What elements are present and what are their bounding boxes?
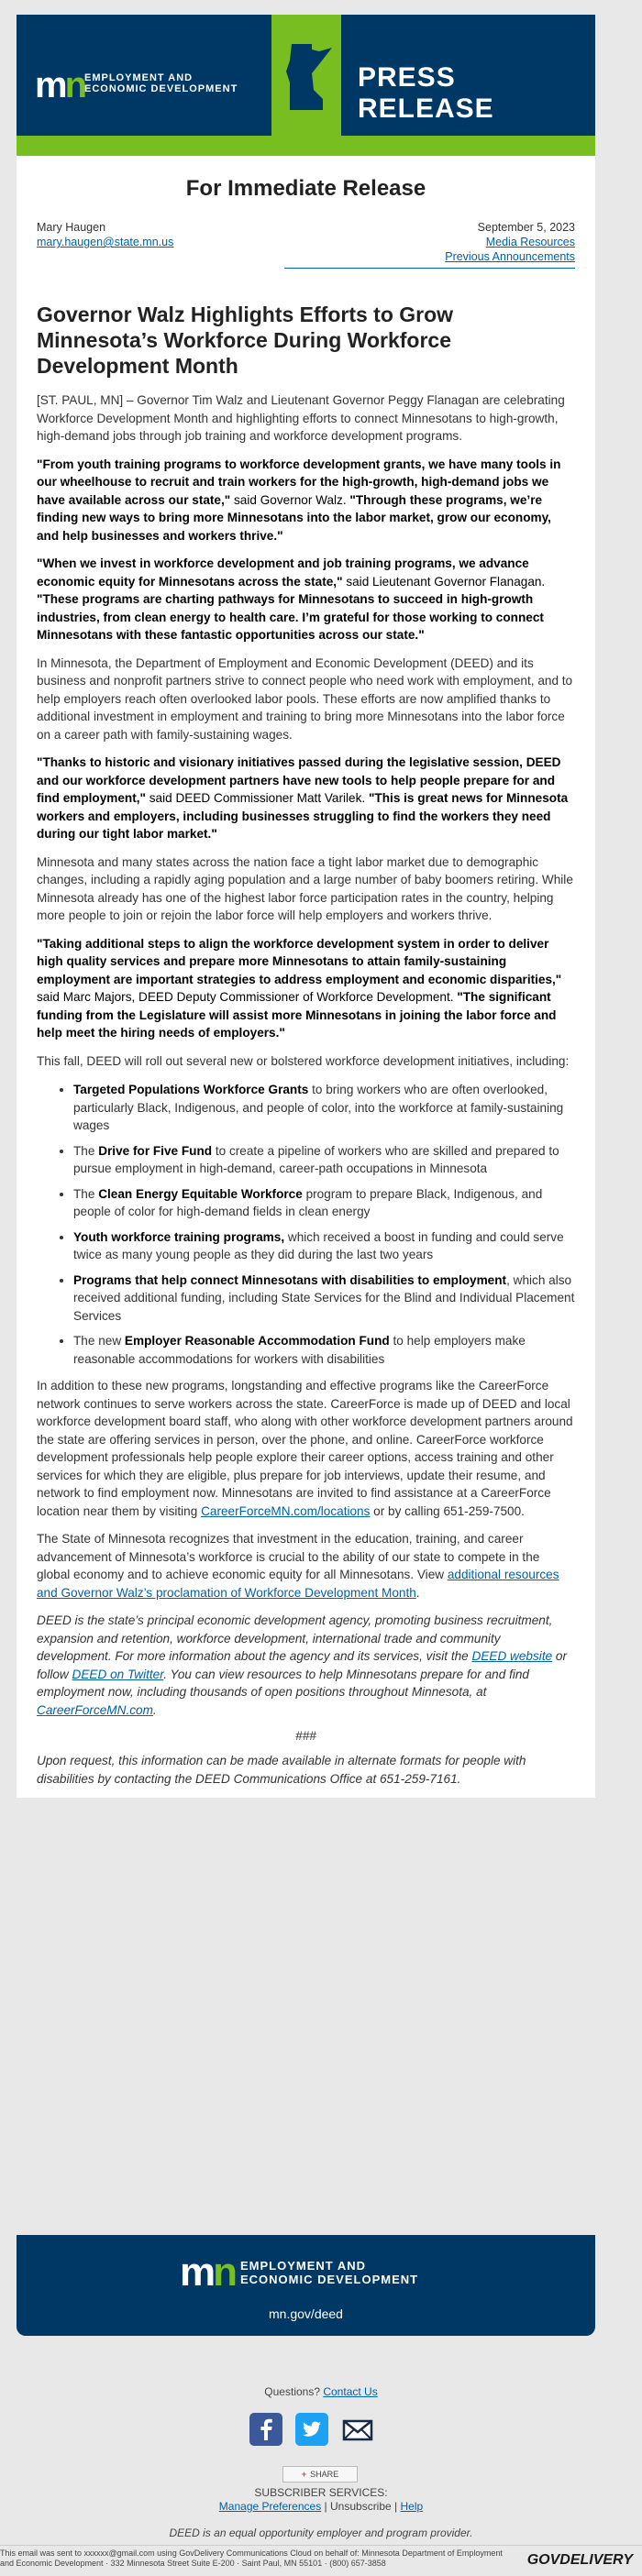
- questions-line: Questions? Contact Us: [264, 2385, 378, 2398]
- unsubscribe-link[interactable]: Unsubscribe: [330, 2500, 392, 2513]
- list-item: • Targeted Populations Workforce Grants to bring workers who are often overlooked, particularly Black, Indigenous, and people of color, into the workforce at family-sustaining wages: [73, 1081, 575, 1135]
- release-content: [17, 176, 595, 1788]
- mn-logo-mark: mn: [180, 2250, 236, 2295]
- share-button[interactable]: + SHARE: [282, 2466, 358, 2482]
- govdelivery-logo[interactable]: GOVDELIVERY: [526, 2552, 633, 2568]
- facebook-icon[interactable]: [249, 2413, 282, 2446]
- list-item: • The new Employer Reasonable Accommodation Fund to help employers make reasonable accommodations for workers with disabilities: [73, 1332, 575, 1368]
- footer-logo-text: EMPLOYMENT AND ECONOMIC DEVELOPMENT: [240, 2259, 419, 2286]
- media-resources-link[interactable]: Media Resources: [485, 236, 575, 248]
- labor-market-paragraph: Minnesota and many states across the nation face a tight labor market due to demographic changes, including a rapidly aging population and a large number of baby boomers retiring. While Minnesota already has one of the highest labor force participation rates in the country, helping more people to join or rejoin the labor force will help employers and workers thrive.: [37, 854, 573, 922]
- contact-left: [37, 220, 173, 264]
- footer-banner: [17, 2235, 595, 2336]
- flanagan-quote: "When we invest in workforce development and job training programs, we advance economic equity for Minnesotans across the state," said Lieutenant Governor Flanagan. "These programs are charting pathways for Minnesotans to succeed in high-growth industries, from clean energy to health care. I’m grateful for those working to connect Minnesotans with these fantastic opportunities across our state.": [37, 556, 546, 642]
- header-banner: [17, 15, 595, 136]
- immediate-release-heading: For Immediate Release: [185, 176, 426, 201]
- help-link[interactable]: Help: [400, 2500, 424, 2513]
- end-marker: ###: [295, 1729, 316, 1743]
- previous-announcements-link[interactable]: Previous Announcements: [445, 250, 575, 263]
- twitter-icon[interactable]: [295, 2413, 328, 2446]
- list-item: • The Clean Energy Equitable Workforce program to prepare Black, Indigenous, and people of color for high-demand fields in clean energy: [73, 1185, 575, 1221]
- majors-quote: "Taking additional steps to align the workforce development system in order to deliver high quality services and prepare more Minnesotans to attain family-sustaining employment are important strategies to address employment and economic disparities," said Marc Majors, DEED Deputy Commissioner of Workforce Development. "The significant funding from the Legislature will assist more Minnesotans in joining the labor force and help meet the hiring needs of employers.": [37, 936, 562, 1040]
- headline: Governor Walz Highlights Efforts to Grow Minnesota’s Workforce During Workforce Development Month: [37, 303, 454, 378]
- walz-quote: "From youth training programs to workforce development grants, we have many tools in our wheelhouse to recruit and train workers for the high-growth, high-demand jobs we have available across our state," said Governor Walz. "Through these programs, we’re finding new ways to bring more Minnesotans into the labor market, grow our economy, and help businesses and workers thrive.": [37, 457, 561, 543]
- varilek-quote: "Thanks to historic and visionary initiatives passed during the legislative session, DEED and our workforce development partners have new tools to help people prepare for and find employment," said DEED Commissioner Matt Varilek. "This is great news for Minnesota workers and employers, including businesses struggling to find the workers they need during our tight labor market.": [37, 755, 569, 841]
- divider: [284, 268, 575, 269]
- contact-us-link[interactable]: Contact Us: [323, 2385, 378, 2398]
- minnesota-state-icon: [271, 15, 341, 136]
- initiatives-list: [37, 1081, 575, 1368]
- manage-preferences-link[interactable]: Manage Preferences: [218, 2500, 322, 2513]
- initiatives-intro: This fall, DEED will roll out several new or bolstered workforce development initiatives, including:: [37, 1053, 570, 1068]
- accessibility-paragraph: Upon request, this information can be made available in alternate formats for people with disabilities by contacting the DEED Communications Office at 651-259-7161.: [37, 1754, 526, 1786]
- list-item: • Youth workforce training programs, which received a boost in funding and could serve twice as many young people as they did during the last two years: [73, 1228, 575, 1264]
- mn-logo-mark: mn: [35, 65, 85, 105]
- eeo-statement: DEED is an equal opportunity employer and program provider.: [169, 2526, 473, 2539]
- contact-right: [445, 220, 575, 264]
- deed-twitter-link[interactable]: DEED on Twitter: [72, 1667, 164, 1681]
- subscriber-services: SUBSCRIBER SERVICES: Manage Preferences | Unsubscribe | Help: [0, 2486, 642, 2514]
- email-icon[interactable]: [341, 2413, 374, 2446]
- contact-row: [37, 220, 575, 264]
- sent-notice: This email was sent to xxxxxx@gmail.com using GovDelivery Communications Cloud on behalf of: Minnesota Department of Employment and Economic Development · 332 Minnesota Street Suite E-200 · Saint Paul, MN 55101 · (800) 657-3858: [0, 2548, 503, 2568]
- press-release-title: PRESS RELEASE: [358, 62, 494, 124]
- deed-website-link[interactable]: DEED website: [471, 1649, 553, 1663]
- logo-text: EMPLOYMENT AND ECONOMIC DEVELOPMENT: [84, 72, 238, 94]
- green-accent-bar: [17, 136, 595, 156]
- release-date: September 5, 2023: [477, 221, 575, 234]
- state-paragraph: The State of Minnesota recognizes that investment in the education, training, and career advancement of Minnesota’s workforce is crucial to the ability of our state to compete in the global economy and to achieve economic equity for all Minnesotans. View additional resources and Governor Walz’s proclamation of Workforce Development Month.: [37, 1532, 559, 1600]
- email-body: [17, 15, 595, 1798]
- share-plus-icon: +: [301, 2470, 307, 2479]
- list-item: • The Drive for Five Fund to create a pipeline of workers who are skilled and prepared to pursue employment in high-demand, career-path occupations in Minnesota: [73, 1142, 575, 1178]
- careerforce-link[interactable]: CareerForceMN.com: [37, 1702, 153, 1717]
- intro-paragraph: [ST. PAUL, MN] – Governor Tim Walz and Lieutenant Governor Peggy Flanagan are celebrating Workforce Development Month and highlighting efforts to connect Minnesotans to high-growth, high-demand jobs through job training and workforce development programs.: [37, 393, 565, 443]
- careerforce-locations-link[interactable]: CareerForceMN.com/locations: [201, 1503, 371, 1518]
- subscriber-label: SUBSCRIBER SERVICES:: [254, 2486, 388, 2499]
- contact-name: Mary Haugen: [37, 221, 106, 234]
- careerforce-paragraph: In addition to these new programs, longstanding and effective programs like the CareerForce network continues to serve workers across the state. CareerForce is made up of DEED and local workforce development board staff, who along with other workforce development partners around the state are offering services in person, over the phone, and online. CareerForce workforce development professionals help people explore their career options, access training and other services for which they are eligible, plus prepare for job interviews, update their resume, and network to find employment now. Minnesotans are invited to find assistance at a CareerForce location near them by visiting CareerForceMN.com/locations or by calling 651-259-7500.: [37, 1379, 573, 1518]
- about-deed-paragraph: DEED is the state’s principal economic development agency, promoting business recruitment, expansion and retention, workforce development, international trade and community development. For more information about the agency and its services, visit the DEED website or follow DEED on Twitter. You can view resources to help Minnesotans prepare for and find employment now, including thousands of open positions throughout Minnesota, at CareerForceMN.com.: [37, 1613, 568, 1717]
- proclamation-link[interactable]: additional resources and Governor Walz’s proclamation of Workforce Development Month: [37, 1568, 559, 1600]
- contact-email-link[interactable]: mary.haugen@state.mn.us: [37, 236, 174, 248]
- footer-url[interactable]: mn.gov/deed: [269, 2306, 343, 2321]
- footer-divider: [0, 2545, 642, 2546]
- list-item: • Programs that help connect Minnesotans with disabilities to employment, which also received additional funding, including State Services for the Blind and Individual Placement Services: [73, 1271, 575, 1326]
- deed-paragraph: In Minnesota, the Department of Employment and Economic Development (DEED) and its business and nonprofit partners strive to connect people who need work with employment, and to help employers reach often overlooked labor pools. These efforts are now amplified thanks to additional investment in employment and training to bring more Minnesotans into the labor force on a career path with family-sustaining wages.: [37, 655, 573, 742]
- social-links: [249, 2413, 374, 2446]
